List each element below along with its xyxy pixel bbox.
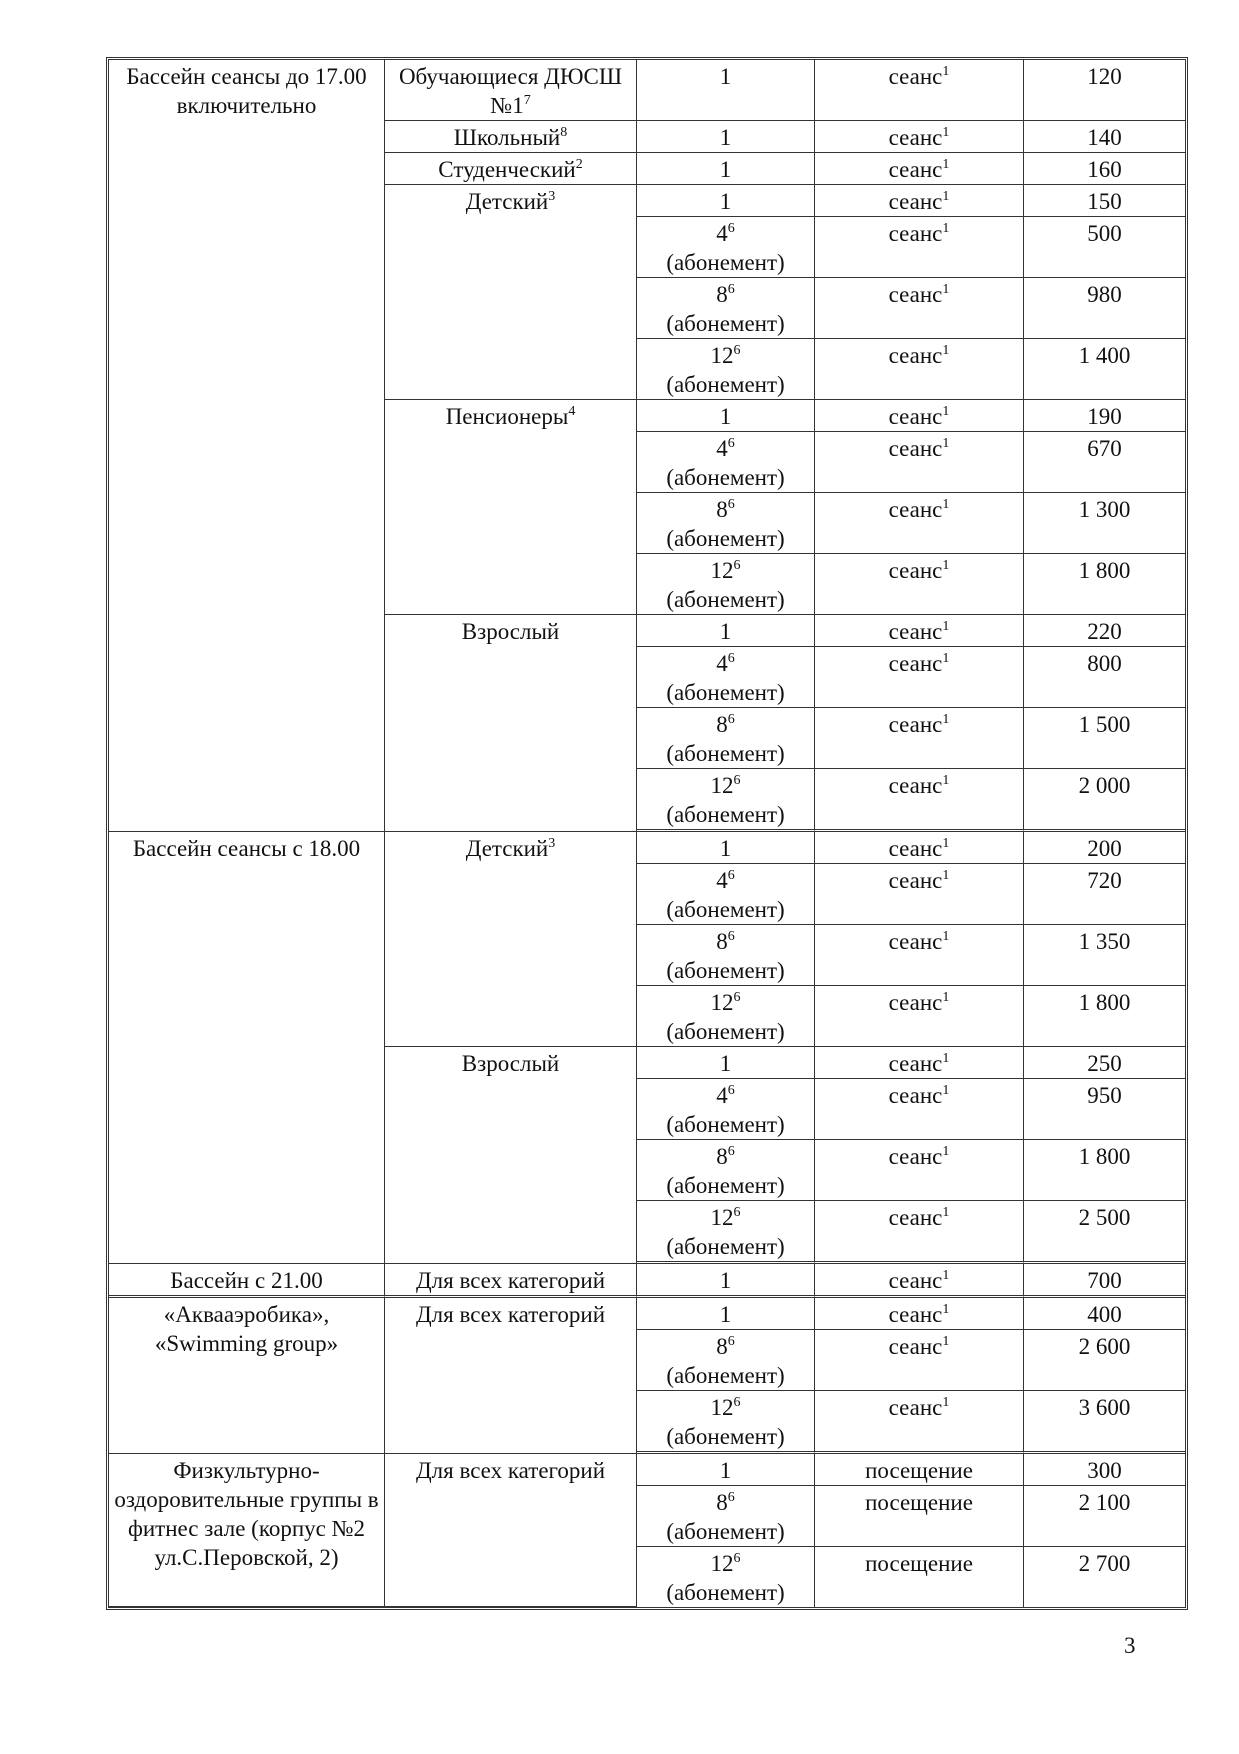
footnote-mark: 1: [942, 1051, 950, 1066]
quantity-value: 1: [719, 619, 732, 644]
price-cell: [1024, 1298, 1185, 1330]
quantity-cell: [637, 1201, 815, 1264]
unit-label: сеанс: [888, 651, 943, 676]
quantity-cell: [637, 615, 815, 647]
price-cell: [1024, 1486, 1185, 1547]
unit-label: посещение: [865, 1490, 973, 1515]
quantity-cell: [637, 1264, 815, 1298]
tariff-table-body: [109, 60, 1185, 1607]
unit-label: сеанс: [888, 404, 943, 429]
footnote-mark: 2: [575, 157, 583, 172]
unit-cell: [815, 1264, 1024, 1298]
quantity-cell: [637, 986, 815, 1047]
price-value: 2 000: [1078, 773, 1131, 798]
quantity-value: 4: [716, 436, 728, 461]
quantity-cell: [637, 1047, 815, 1079]
quantity-cell: [637, 554, 815, 615]
quantity-value: 12: [710, 773, 734, 798]
subscription-note: (абонемент): [666, 1173, 785, 1198]
quantity-value: 8: [716, 282, 728, 307]
category-label: Взрослый: [461, 1051, 560, 1076]
price-value: 1 300: [1078, 497, 1131, 522]
quantity-cell: [637, 1486, 815, 1547]
category-cell: [385, 1047, 637, 1264]
price-value: 670: [1087, 436, 1122, 461]
section-label: Бассейн сеансы до 17.00 включительно: [126, 64, 367, 118]
price-cell: [1024, 864, 1185, 925]
table-row: [109, 1298, 1185, 1330]
footnote-mark: 3: [548, 836, 556, 851]
unit-cell: [815, 832, 1024, 864]
unit-label: сеанс: [888, 436, 943, 461]
footnote-mark: 6: [733, 773, 741, 788]
quantity-cell: [637, 925, 815, 986]
footnote-mark: 1: [942, 1268, 950, 1283]
subscription-note: (абонемент): [666, 1424, 785, 1449]
footnote-mark: 6: [727, 712, 735, 727]
price-cell: [1024, 1264, 1185, 1298]
unit-cell: [815, 1547, 1024, 1607]
footnote-mark: 1: [942, 157, 950, 172]
category-cell: [385, 615, 637, 832]
quantity-value: 4: [716, 1083, 728, 1108]
category-label: Для всех категорий: [415, 1268, 606, 1293]
quantity-cell: [637, 432, 815, 493]
quantity-cell: [637, 1330, 815, 1391]
unit-label: сеанс: [888, 1144, 943, 1169]
footnote-mark: 3: [548, 189, 556, 204]
price-value: 3 600: [1078, 1395, 1131, 1420]
quantity-value: 12: [710, 1205, 734, 1230]
footnote-mark: 6: [727, 1144, 735, 1159]
footnote-mark: 6: [727, 282, 735, 297]
footnote-mark: 6: [733, 1205, 741, 1220]
quantity-value: 1: [719, 157, 732, 182]
subscription-note: (абонемент): [666, 372, 785, 397]
footnote-mark: 1: [942, 1144, 950, 1159]
price-cell: [1024, 432, 1185, 493]
price-cell: [1024, 1391, 1185, 1454]
unit-label: сеанс: [888, 64, 943, 89]
section-label-cell: [109, 60, 385, 832]
unit-label: сеанс: [888, 1395, 943, 1420]
unit-label: сеанс: [888, 868, 943, 893]
quantity-value: 8: [716, 1144, 728, 1169]
footnote-mark: 1: [942, 1205, 950, 1220]
unit-cell: [815, 493, 1024, 554]
footnote-mark: 1: [942, 990, 950, 1005]
section-label: Физкультурно-оздоровительные группы в фитнес зале (корпус №2 ул.С.Перовской, 2): [114, 1458, 379, 1570]
footnote-mark: 6: [733, 1395, 741, 1410]
subscription-note: (абонемент): [666, 587, 785, 612]
category-label: Пенсионеры: [445, 404, 569, 429]
footnote-mark: 1: [942, 497, 950, 512]
subscription-note: (абонемент): [666, 1234, 785, 1259]
table-row: [109, 1264, 1185, 1298]
quantity-value: 1: [719, 1268, 732, 1293]
price-cell: [1024, 1079, 1185, 1140]
footnote-mark: 6: [727, 868, 735, 883]
unit-cell: [815, 121, 1024, 153]
unit-label: сеанс: [888, 125, 943, 150]
price-value: 1 500: [1078, 712, 1131, 737]
quantity-value: 8: [716, 1334, 728, 1359]
footnote-mark: 1: [942, 125, 950, 140]
price-cell: [1024, 153, 1185, 185]
subscription-note: (абонемент): [666, 526, 785, 551]
footnote-mark: 6: [727, 1083, 735, 1098]
price-cell: [1024, 60, 1185, 121]
footnote-mark: 1: [942, 1334, 950, 1349]
tariff-table: [106, 57, 1188, 1610]
unit-label: сеанс: [888, 282, 943, 307]
category-label: Детский: [465, 189, 549, 214]
quantity-value: 12: [710, 558, 734, 583]
unit-cell: [815, 1391, 1024, 1454]
unit-label: сеанс: [888, 1334, 943, 1359]
unit-label: сеанс: [888, 712, 943, 737]
price-value: 1 800: [1078, 1144, 1131, 1169]
unit-cell: [815, 1201, 1024, 1264]
quantity-cell: [637, 1140, 815, 1201]
price-value: 2 100: [1078, 1490, 1131, 1515]
price-value: 400: [1087, 1302, 1122, 1327]
category-label: Детский: [465, 836, 549, 861]
quantity-cell: [637, 185, 815, 217]
unit-cell: [815, 278, 1024, 339]
table-row: [109, 1454, 1185, 1486]
category-label: Для всех категорий: [415, 1458, 606, 1483]
quantity-value: 1: [719, 1458, 732, 1483]
price-cell: [1024, 493, 1185, 554]
footnote-mark: 6: [727, 1334, 735, 1349]
quantity-value: 4: [716, 221, 728, 246]
unit-cell: [815, 1330, 1024, 1391]
category-label: Студенческий: [438, 157, 576, 182]
quantity-value: 8: [716, 929, 728, 954]
quantity-cell: [637, 400, 815, 432]
category-cell: [385, 121, 637, 153]
quantity-value: 12: [710, 990, 734, 1015]
quantity-cell: [637, 1454, 815, 1486]
unit-cell: [815, 1454, 1024, 1486]
footnote-mark: 1: [942, 558, 950, 573]
subscription-note: (абонемент): [666, 802, 785, 827]
page-number: 3: [1124, 1633, 1136, 1658]
quantity-cell: [637, 864, 815, 925]
category-label: Обучающиеся ДЮСШ №1: [398, 64, 623, 118]
section-label: Бассейн сеансы с 18.00: [132, 836, 361, 861]
footnote-mark: 1: [942, 282, 950, 297]
table-row: [109, 60, 1185, 121]
price-value: 500: [1087, 221, 1122, 246]
section-label-cell: [109, 1298, 385, 1454]
quantity-value: 1: [719, 836, 732, 861]
footnote-mark: 1: [942, 64, 950, 79]
footnote-mark: 6: [733, 343, 741, 358]
quantity-cell: [637, 1547, 815, 1607]
price-value: 2 700: [1078, 1551, 1131, 1576]
unit-cell: [815, 615, 1024, 647]
unit-cell: [815, 986, 1024, 1047]
subscription-note: (абонемент): [666, 1112, 785, 1137]
price-cell: [1024, 1547, 1185, 1607]
footnote-mark: 1: [942, 773, 950, 788]
unit-cell: [815, 339, 1024, 400]
footnote-mark: 6: [733, 1551, 741, 1566]
unit-label: сеанс: [888, 990, 943, 1015]
price-value: 140: [1087, 125, 1122, 150]
subscription-note: (абонемент): [666, 680, 785, 705]
quantity-cell: [637, 647, 815, 708]
unit-cell: [815, 217, 1024, 278]
price-cell: [1024, 708, 1185, 769]
category-cell: [385, 60, 637, 121]
table-row: [109, 832, 1185, 864]
price-value: 190: [1087, 404, 1122, 429]
footnote-mark: 1: [942, 404, 950, 419]
price-cell: [1024, 1047, 1185, 1079]
unit-label: посещение: [865, 1551, 973, 1576]
section-label: «Аквааэробика», «Swimming group»: [154, 1302, 339, 1356]
quantity-value: 12: [710, 1395, 734, 1420]
quantity-cell: [637, 493, 815, 554]
subscription-note: (абонемент): [666, 1019, 785, 1044]
unit-cell: [815, 769, 1024, 832]
unit-cell: [815, 153, 1024, 185]
quantity-cell: [637, 278, 815, 339]
unit-cell: [815, 1486, 1024, 1547]
quantity-value: 1: [719, 1302, 732, 1327]
footnote-mark: 8: [560, 125, 568, 140]
price-value: 300: [1087, 1458, 1122, 1483]
price-cell: [1024, 1454, 1185, 1486]
unit-cell: [815, 432, 1024, 493]
quantity-value: 1: [719, 1051, 732, 1076]
category-label: Для всех категорий: [415, 1302, 606, 1327]
quantity-cell: [637, 769, 815, 832]
section-label-cell: [109, 1264, 385, 1298]
footnote-mark: 1: [942, 436, 950, 451]
footnote-mark: 1: [942, 619, 950, 634]
price-cell: [1024, 185, 1185, 217]
footnote-mark: 1: [942, 189, 950, 204]
price-cell: [1024, 121, 1185, 153]
quantity-value: 1: [719, 64, 732, 89]
unit-label: сеанс: [888, 773, 943, 798]
category-cell: [385, 1298, 637, 1454]
price-cell: [1024, 986, 1185, 1047]
price-value: 120: [1087, 64, 1122, 89]
unit-label: сеанс: [888, 836, 943, 861]
price-value: 800: [1087, 651, 1122, 676]
quantity-cell: [637, 121, 815, 153]
quantity-value: 1: [719, 404, 732, 429]
category-cell: [385, 1264, 637, 1298]
price-value: 150: [1087, 189, 1122, 214]
footnote-mark: 1: [942, 1302, 950, 1317]
category-cell: [385, 185, 637, 400]
price-value: 980: [1087, 282, 1122, 307]
section-label-cell: [109, 1454, 385, 1607]
quantity-cell: [637, 1391, 815, 1454]
subscription-note: (абонемент): [666, 741, 785, 766]
quantity-value: 12: [710, 343, 734, 368]
subscription-note: (абонемент): [666, 465, 785, 490]
subscription-note: (абонемент): [666, 958, 785, 983]
footnote-mark: 4: [568, 404, 576, 419]
footnote-mark: 1: [942, 712, 950, 727]
unit-label: сеанс: [888, 929, 943, 954]
unit-label: сеанс: [888, 1268, 943, 1293]
price-cell: [1024, 1330, 1185, 1391]
price-cell: [1024, 400, 1185, 432]
price-value: 2 500: [1078, 1205, 1131, 1230]
price-cell: [1024, 339, 1185, 400]
price-value: 220: [1087, 619, 1122, 644]
category-cell: [385, 1454, 637, 1607]
footnote-mark: 6: [727, 221, 735, 236]
price-cell: [1024, 278, 1185, 339]
quantity-cell: [637, 1298, 815, 1330]
footnote-mark: 1: [942, 1083, 950, 1098]
subscription-note: (абонемент): [666, 311, 785, 336]
price-cell: [1024, 554, 1185, 615]
footnote-mark: 1: [942, 221, 950, 236]
subscription-note: (абонемент): [666, 1519, 785, 1544]
unit-label: сеанс: [888, 558, 943, 583]
quantity-cell: [637, 217, 815, 278]
price-cell: [1024, 832, 1185, 864]
price-value: 720: [1087, 868, 1122, 893]
subscription-note: (абонемент): [666, 897, 785, 922]
price-value: 160: [1087, 157, 1122, 182]
unit-label: сеанс: [888, 221, 943, 246]
footnote-mark: 6: [727, 497, 735, 512]
unit-cell: [815, 185, 1024, 217]
quantity-value: 8: [716, 712, 728, 737]
footnote-mark: 1: [942, 868, 950, 883]
category-cell: [385, 400, 637, 615]
subscription-note: (абонемент): [666, 1363, 785, 1388]
unit-cell: [815, 1079, 1024, 1140]
price-cell: [1024, 217, 1185, 278]
unit-label: сеанс: [888, 343, 943, 368]
price-cell: [1024, 615, 1185, 647]
unit-label: сеанс: [888, 619, 943, 644]
price-value: 2 600: [1078, 1334, 1131, 1359]
price-value: 200: [1087, 836, 1122, 861]
footnote-mark: 6: [727, 1490, 735, 1505]
section-label: Бассейн с 21.00: [170, 1268, 323, 1293]
price-value: 1 800: [1078, 558, 1131, 583]
unit-label: сеанс: [888, 1205, 943, 1230]
category-cell: [385, 832, 637, 1047]
category-label: Школьный: [453, 125, 561, 150]
footnote-mark: 1: [942, 836, 950, 851]
quantity-cell: [637, 708, 815, 769]
quantity-value: 8: [716, 1490, 728, 1515]
price-value: 1 800: [1078, 990, 1131, 1015]
quantity-cell: [637, 339, 815, 400]
footnote-mark: 7: [523, 93, 531, 108]
price-cell: [1024, 647, 1185, 708]
category-label: Взрослый: [461, 619, 560, 644]
footnote-mark: 1: [942, 1395, 950, 1410]
unit-cell: [815, 60, 1024, 121]
price-cell: [1024, 925, 1185, 986]
quantity-cell: [637, 832, 815, 864]
price-value: 700: [1087, 1268, 1122, 1293]
footnote-mark: 1: [942, 651, 950, 666]
footnote-mark: 6: [733, 990, 741, 1005]
quantity-value: 12: [710, 1551, 734, 1576]
footnote-mark: 6: [727, 929, 735, 944]
unit-label: сеанс: [888, 157, 943, 182]
quantity-value: 1: [719, 125, 732, 150]
quantity-cell: [637, 60, 815, 121]
footnote-mark: 1: [942, 343, 950, 358]
price-value: 1 350: [1078, 929, 1131, 954]
price-value: 950: [1087, 1083, 1122, 1108]
footnote-mark: 6: [733, 558, 741, 573]
unit-label: сеанс: [888, 497, 943, 522]
unit-cell: [815, 554, 1024, 615]
quantity-value: 8: [716, 497, 728, 522]
unit-label: посещение: [865, 1458, 973, 1483]
price-cell: [1024, 769, 1185, 832]
subscription-note: (абонемент): [666, 1580, 785, 1605]
price-value: 250: [1087, 1051, 1122, 1076]
footnote-mark: 6: [727, 651, 735, 666]
subscription-note: (абонемент): [666, 250, 785, 275]
unit-label: сеанс: [888, 189, 943, 214]
quantity-value: 1: [719, 189, 732, 214]
unit-label: сеанс: [888, 1051, 943, 1076]
unit-cell: [815, 925, 1024, 986]
price-value: 1 400: [1078, 343, 1131, 368]
unit-label: сеанс: [888, 1302, 943, 1327]
footnote-mark: 1: [942, 929, 950, 944]
unit-cell: [815, 1047, 1024, 1079]
category-cell: [385, 153, 637, 185]
quantity-value: 4: [716, 868, 728, 893]
section-label-cell: [109, 832, 385, 1264]
unit-label: сеанс: [888, 1083, 943, 1108]
quantity-cell: [637, 1079, 815, 1140]
price-cell: [1024, 1201, 1185, 1264]
unit-cell: [815, 864, 1024, 925]
quantity-cell: [637, 153, 815, 185]
quantity-value: 4: [716, 651, 728, 676]
unit-cell: [815, 1140, 1024, 1201]
footnote-mark: 6: [727, 436, 735, 451]
unit-cell: [815, 647, 1024, 708]
unit-cell: [815, 1298, 1024, 1330]
unit-cell: [815, 708, 1024, 769]
price-cell: [1024, 1140, 1185, 1201]
unit-cell: [815, 400, 1024, 432]
